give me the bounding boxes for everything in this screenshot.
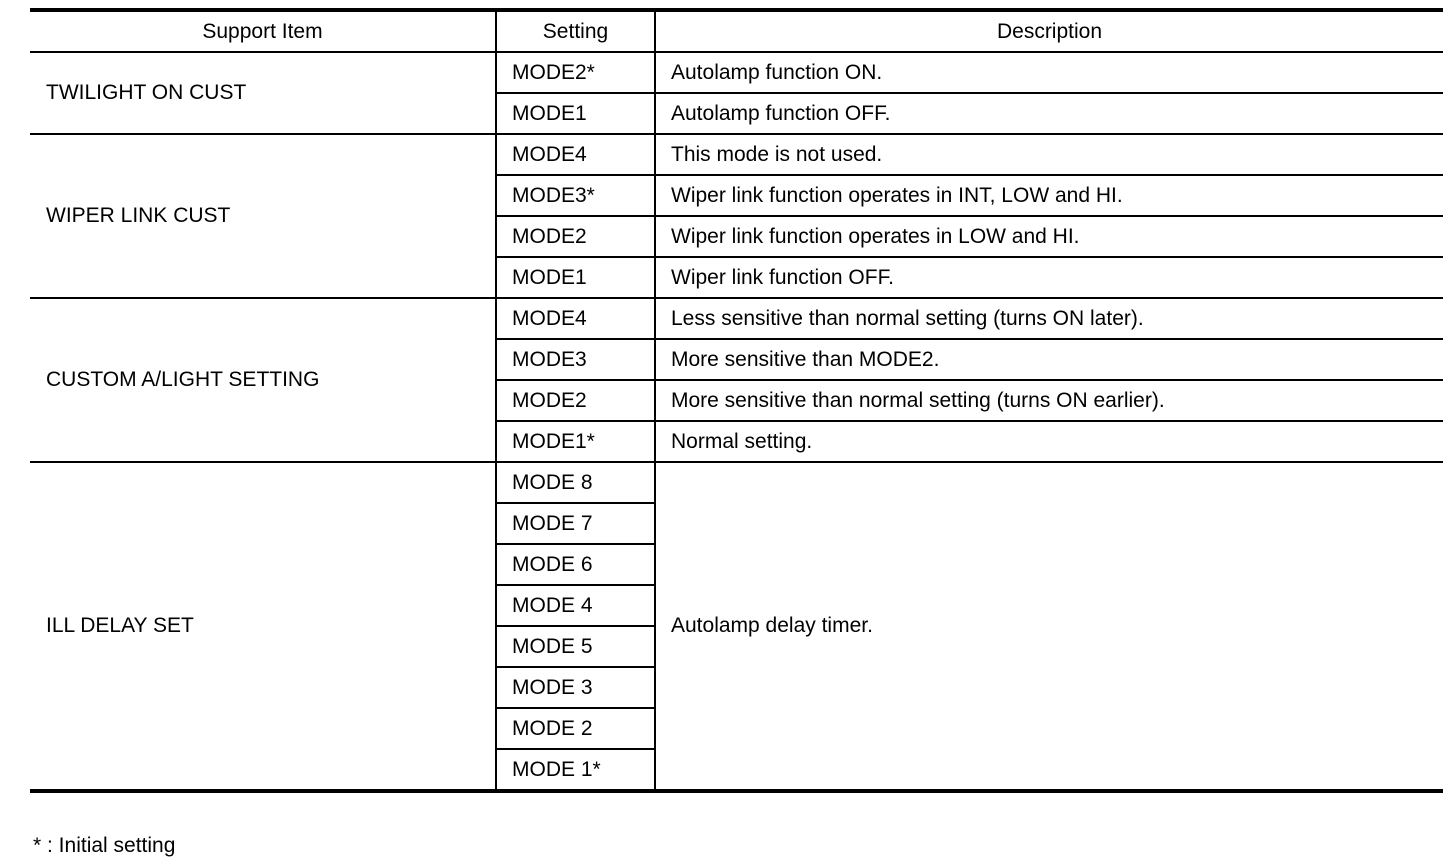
- setting-cell: MODE2: [496, 380, 655, 421]
- description-cell: Autolamp delay timer.: [655, 462, 1443, 791]
- header-row: [30, 10, 1443, 52]
- setting-cell: MODE 5: [496, 626, 655, 667]
- setting-cell: MODE 6: [496, 544, 655, 585]
- setting-cell: MODE 2: [496, 708, 655, 749]
- description-cell: Wiper link function operates in LOW and HI.: [655, 216, 1443, 257]
- setting-cell: MODE1: [496, 93, 655, 134]
- description-cell: Normal setting.: [655, 421, 1443, 462]
- description-cell: More sensitive than normal setting (turns ON earlier).: [655, 380, 1443, 421]
- description-cell: Less sensitive than normal setting (turns ON later).: [655, 298, 1443, 339]
- table-row: [30, 298, 1443, 339]
- support-item-cell: TWILIGHT ON CUST: [30, 52, 496, 134]
- description-cell: This mode is not used.: [655, 134, 1443, 175]
- description-cell: Wiper link function OFF.: [655, 257, 1443, 298]
- setting-cell: MODE4: [496, 298, 655, 339]
- support-item-table: [30, 8, 1443, 793]
- setting-cell: MODE 8: [496, 462, 655, 503]
- description-cell: Autolamp function OFF.: [655, 93, 1443, 134]
- description-cell: Autolamp function ON.: [655, 52, 1443, 93]
- description-cell: More sensitive than MODE2.: [655, 339, 1443, 380]
- support-item-cell: WIPER LINK CUST: [30, 134, 496, 298]
- table-row: [30, 462, 1443, 503]
- description-cell: Wiper link function operates in INT, LOW and HI.: [655, 175, 1443, 216]
- setting-cell: MODE 7: [496, 503, 655, 544]
- header-description: Description: [655, 10, 1443, 52]
- footnote: * : Initial setting: [33, 834, 176, 857]
- setting-cell: MODE3: [496, 339, 655, 380]
- setting-cell: MODE 1*: [496, 749, 655, 791]
- support-item-cell: CUSTOM A/LIGHT SETTING: [30, 298, 496, 462]
- table-row: [30, 52, 1443, 93]
- header-setting: Setting: [496, 10, 655, 52]
- setting-cell: MODE1: [496, 257, 655, 298]
- setting-cell: MODE2: [496, 216, 655, 257]
- setting-cell: MODE3*: [496, 175, 655, 216]
- setting-cell: MODE4: [496, 134, 655, 175]
- setting-cell: MODE 4: [496, 585, 655, 626]
- table-body: [30, 52, 1443, 791]
- table-row: [30, 134, 1443, 175]
- setting-cell: MODE2*: [496, 52, 655, 93]
- setting-cell: MODE 3: [496, 667, 655, 708]
- setting-cell: MODE1*: [496, 421, 655, 462]
- header-support-item: Support Item: [30, 10, 496, 52]
- support-item-cell: ILL DELAY SET: [30, 462, 496, 791]
